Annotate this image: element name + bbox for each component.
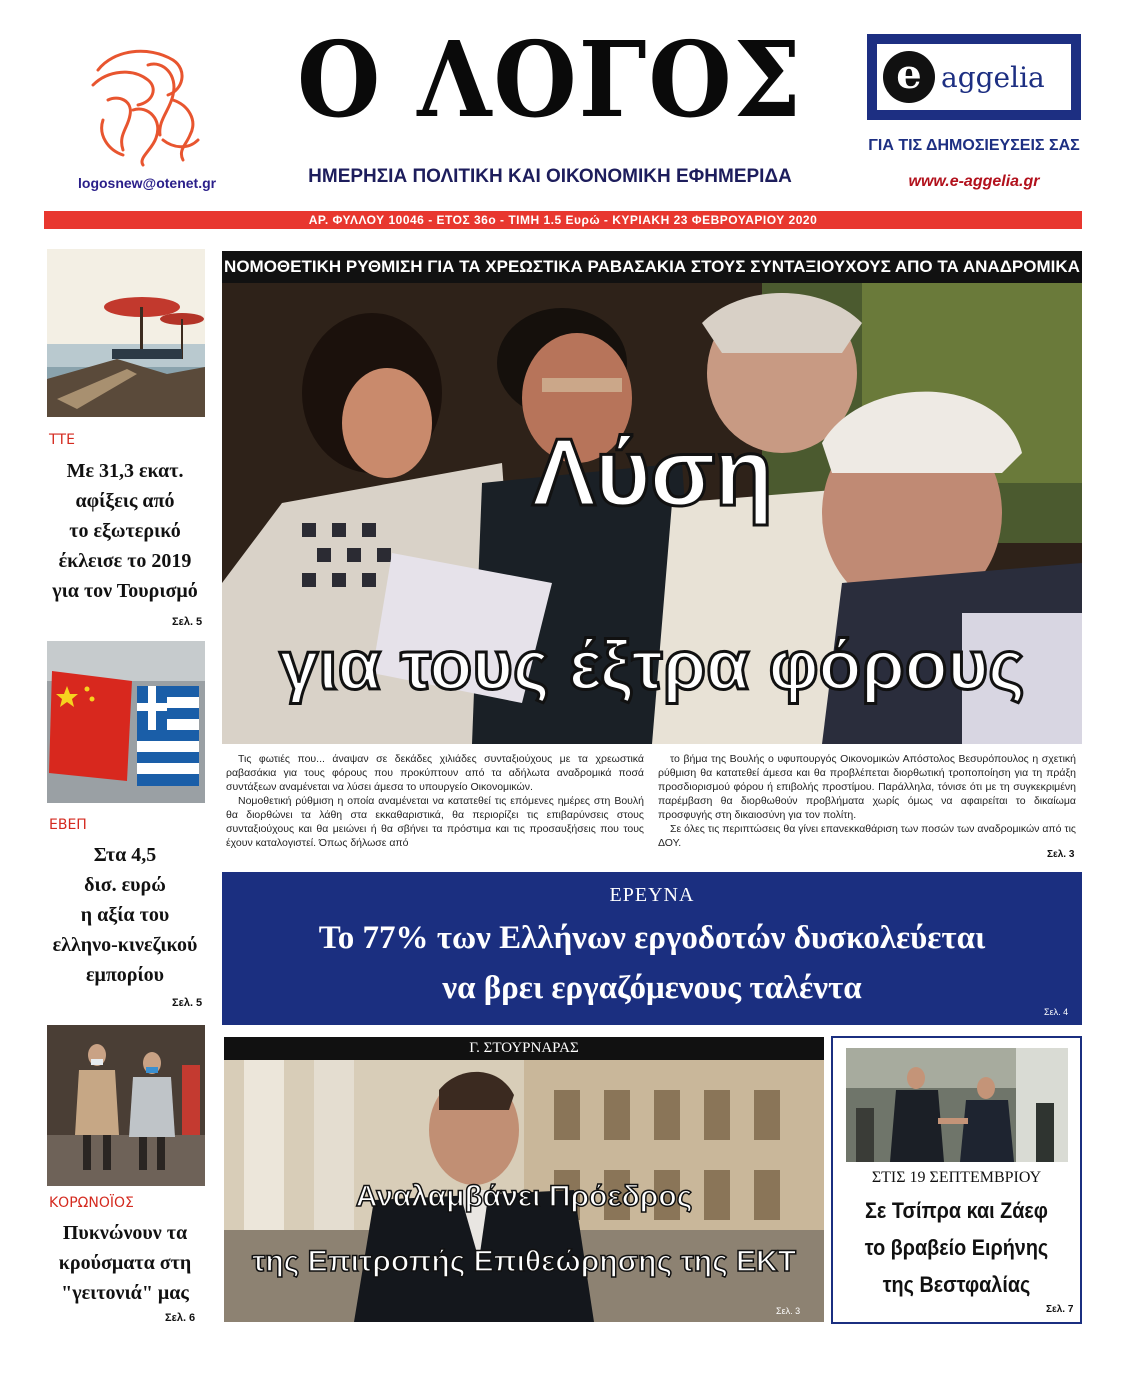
- newspaper-logo-illustration: [78, 40, 218, 170]
- stournaras-headline-line-2[interactable]: της Επιτροπής Επιθεώρησης της ΕΚΤ: [251, 1245, 797, 1278]
- main-body-column-2: το βήμα της Βουλής ο υφυπουργός Οικονομικών Απόστολος Βεσυρόπουλος η σχετική ρύθμιση θα κατατεθεί άμεσα και θα προβλέπεται διορθωτική τροποποίηση για τη πράξη προσδιορισμού φόρου ή επιβολής προστίμου. Παράλληλα, τόνισε ότι με τη συγκεκριμένη παρέμβαση θα διορθωθούν προβλήματα χωρίς όμως να αφαιρείται το δικαίωμα προσφυγής στη δικαιοσύνη για τον πολίτη. Σε όλες τις περιπτώσεις θα γίνει επανεκκαθάριση των ποσών των αναδρομικών από τις ΔΟΥ.: [658, 753, 1076, 849]
- eaggelia-url[interactable]: www.e-aggelia.gr: [908, 173, 1040, 190]
- sidebar-page-ref: Σελ. 5: [172, 997, 203, 1009]
- research-label: ΕΡΕΥΝΑ: [609, 884, 695, 906]
- sidebar-page-ref: Σελ. 6: [165, 1312, 196, 1324]
- research-page-ref: Σελ. 4: [1044, 1007, 1069, 1017]
- issue-info-bar: ΑΡ. ΦΥΛΛΟΥ 10046 - ΕΤΟΣ 36ο - ΤΙΜΗ 1.5 Ευρώ - ΚΥΡΙΑΚΗ 23 ΦΕΒΡΟΥΑΡΙΟΥ 2020: [44, 211, 1082, 229]
- newspaper-subtitle: ΗΜΕΡΗΣΙΑ ΠΟΛΙΤΙΚΗ ΚΑΙ ΟΙΚΟΝΟΜΙΚΗ ΕΦΗΜΕΡΙΔΑ: [308, 166, 792, 187]
- award-headline-line-1[interactable]: Σε Τσίπρα και Ζάεφ: [865, 1198, 1048, 1223]
- research-headline-line-2[interactable]: να βρει εργαζόμενους ταλέντα: [442, 970, 862, 1006]
- main-headline-primary[interactable]: Λύση: [531, 419, 773, 526]
- sidebar-category-coronavirus: ΚΟΡΩΝΟΪΟΣ: [49, 1195, 134, 1211]
- main-story-banner: ΝΟΜΟΘΕΤΙΚΗ ΡΥΘΜΙΣΗ ΓΙΑ ΤΑ ΧΡΕΩΣΤΙΚΑ ΡΑΒΑΣΑΚΙΑ ΣΤΟΥΣ ΣΥΝΤΑΞΙΟΥΧΟΥΣ ΑΠΟ ΤΑ ΑΝΑΔΡΟΜΙΚΑ: [222, 251, 1082, 283]
- award-photo-tsipras-zaev: [846, 1048, 1068, 1162]
- stournaras-page-ref: Σελ. 3: [776, 1306, 801, 1316]
- newspaper-title: Ο ΛΟΓΟΣ: [296, 18, 804, 141]
- sidebar-photo-flags: [47, 641, 205, 803]
- contact-email[interactable]: logosnew@otenet.gr: [78, 175, 217, 191]
- award-kicker: ΣΤΙΣ 19 ΣΕΠΤΕΜΒΡΙΟΥ: [871, 1169, 1042, 1186]
- eaggelia-wordmark: aggelia: [941, 60, 1045, 94]
- main-headline-secondary[interactable]: για τους έξτρα φόρους: [279, 626, 1025, 704]
- award-headline-line-3[interactable]: της Βεστφαλίας: [882, 1272, 1031, 1297]
- sidebar-headline-tourism[interactable]: Με 31,3 εκατ. αφίξεις από το εξωτερικό έκλεισε το 2019 για τον Τουρισμό: [52, 460, 198, 602]
- stournaras-banner: Γ. ΣΤΟΥΡΝΑΡΑΣ: [224, 1037, 824, 1060]
- sidebar-category-evep: ΕΒΕΠ: [49, 817, 87, 833]
- award-page-ref: Σελ. 7: [1046, 1304, 1074, 1315]
- sidebar-photo-beach: [47, 249, 205, 417]
- sidebar-headline-cases[interactable]: Πυκνώνουν τα κρούσματα στη "γειτονιά" μας: [58, 1222, 192, 1304]
- sidebar-headline-trade[interactable]: Στα 4,5 δισ. ευρώ η αξία του ελληνο-κινεζικού εμπορίου: [52, 844, 198, 986]
- sidebar-photo-coronavirus: [47, 1025, 205, 1186]
- sidebar-category-tte: ΤΤΕ: [49, 432, 75, 448]
- research-headline-line-1[interactable]: Το 77% των Ελλήνων εργοδοτών δυσκολεύεται: [318, 920, 986, 956]
- eaggelia-logo: [877, 44, 1071, 110]
- sidebar-page-ref: Σελ. 5: [172, 616, 203, 628]
- eaggelia-e-icon: e: [883, 51, 935, 103]
- main-body-column-1: Τις φωτιές που... άναψαν σε δεκάδες χιλιάδες συνταξιούχους με τα χρεωστικά ραβασάκια για τους φόρους που προκύπτουν από τα αδήλωτα αναδρομικά ποσά συντάξεων αναμένεται να λύσει άμεσα το υπουργείο Οικονομικών. Νομοθετική ρύθμιση η οποία αναμένεται να κατατεθεί τις επόμενες ημέρες στη Βουλή θα διορθώνει τα λάθη στα εκκαθαριστικά, θα περιορίζει τις επιβαρύνσεις στους συνταξιούχους και θα μειώνει ή θα σβήνει τα πρόστιμα και τις προσαυξήσεις που τους έχουν καταλογιστεί. Όπως δήλωσε από: [226, 753, 644, 849]
- stournaras-headline-line-1[interactable]: Αναλαμβάνει Πρόεδρος: [355, 1180, 693, 1213]
- main-page-ref: Σελ. 3: [1047, 849, 1075, 860]
- eaggelia-tagline: ΓΙΑ ΤΙΣ ΔΗΜΟΣΙΕΥΣΕΙΣ ΣΑΣ: [868, 137, 1080, 154]
- award-headline-line-2[interactable]: το βραβείο Ειρήνης: [864, 1235, 1049, 1260]
